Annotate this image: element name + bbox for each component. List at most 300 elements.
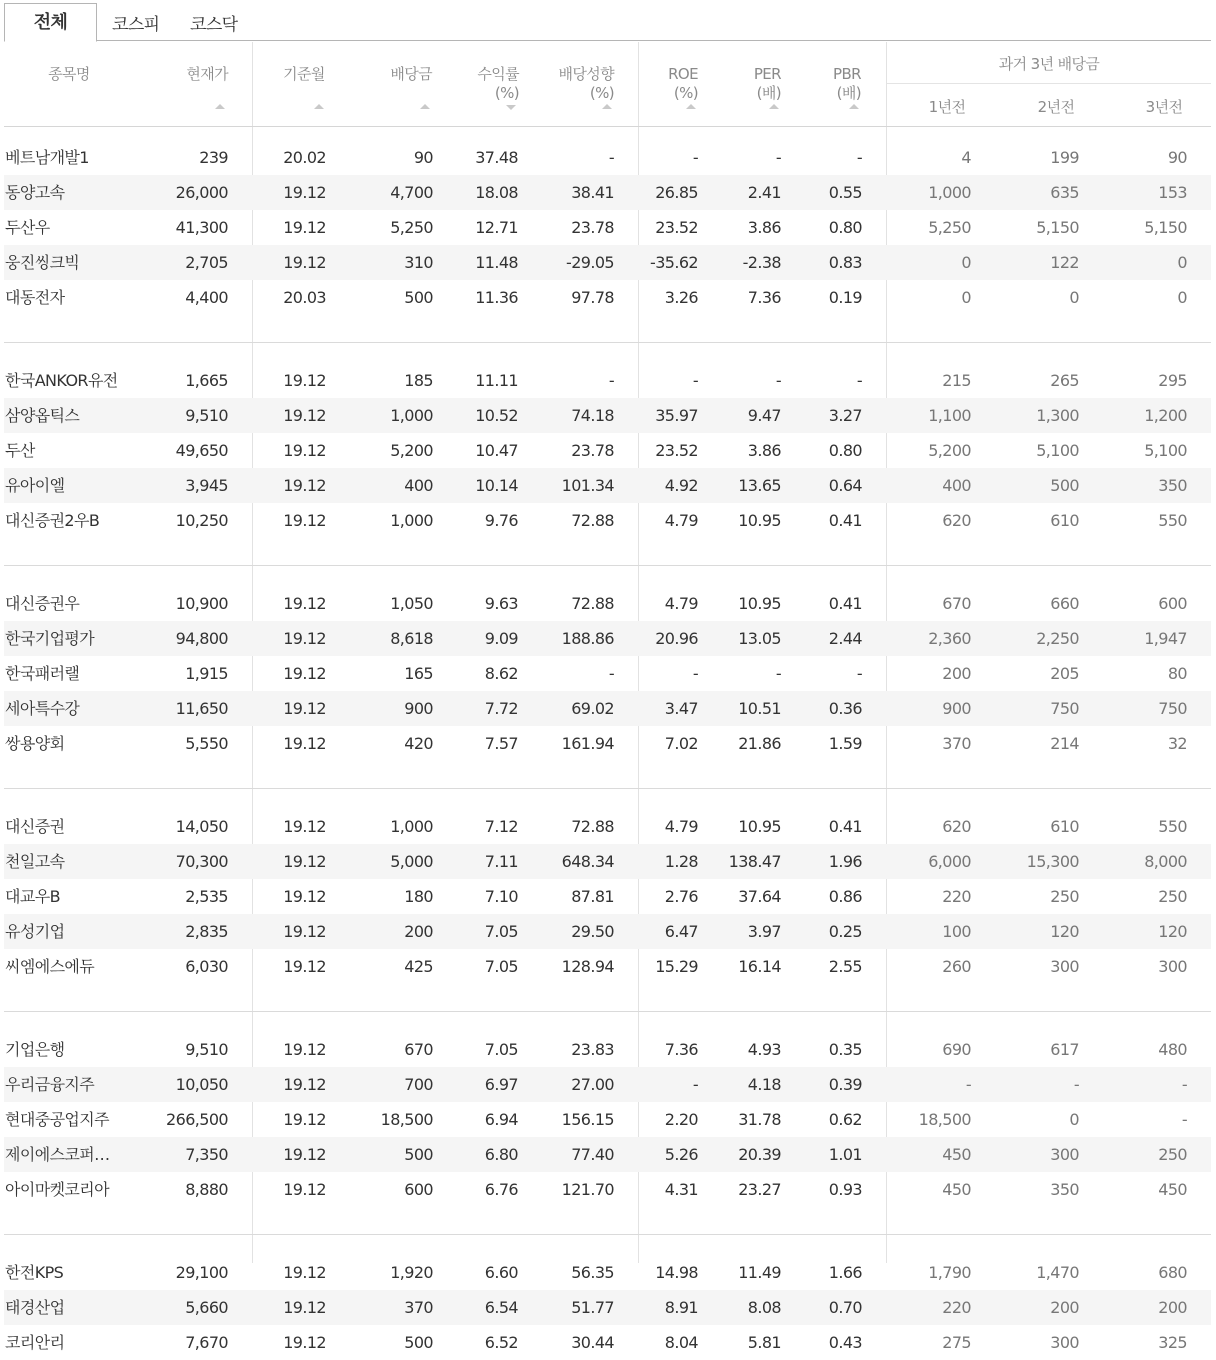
stock-name-link[interactable]: 세아특수강 — [5, 699, 80, 718]
cell-per: 10.51 — [738, 699, 781, 718]
table-row — [4, 363, 1211, 398]
cell-yield: 7.12 — [484, 817, 518, 836]
cell-price: 266,500 — [166, 1110, 228, 1129]
sort-dividend-icon[interactable] — [420, 104, 430, 109]
sort-payout-icon[interactable] — [602, 104, 612, 109]
cell-roe: 2.20 — [664, 1110, 698, 1129]
cell-dividend: 310 — [404, 253, 433, 272]
cell-dividend: 1,000 — [390, 511, 433, 530]
table-header — [4, 42, 1211, 127]
cell-yield: 7.05 — [484, 922, 518, 941]
cell-dividend: 600 — [404, 1180, 433, 1199]
table-row — [4, 1067, 1211, 1102]
cell-payout: 51.77 — [571, 1298, 614, 1317]
cell-pbr: 1.96 — [828, 852, 862, 871]
cell-dividend: 1,920 — [390, 1263, 433, 1282]
table-row — [4, 468, 1211, 503]
cell-div-3y: 1,947 — [1144, 629, 1187, 648]
cell-dividend: 700 — [404, 1075, 433, 1094]
cell-payout: -29.05 — [566, 253, 614, 272]
stock-name-link[interactable]: 한국기업평가 — [5, 629, 95, 648]
cell-roe: 26.85 — [655, 183, 698, 202]
cell-price: 6,030 — [185, 957, 228, 976]
cell-dividend: 185 — [404, 371, 433, 390]
cell-roe: - — [692, 1075, 698, 1094]
group-spacer — [4, 1012, 1211, 1032]
sort-per-icon[interactable] — [769, 104, 779, 109]
cell-per: 4.93 — [747, 1040, 781, 1059]
cell-per: 4.18 — [747, 1075, 781, 1094]
stock-name-link[interactable]: 두산우 — [5, 218, 50, 237]
cell-price: 10,900 — [175, 594, 228, 613]
cell-div-2y: 300 — [1050, 1145, 1079, 1164]
cell-base-month: 19.12 — [283, 922, 326, 941]
cell-div-2y: 300 — [1050, 957, 1079, 976]
cell-price: 4,400 — [185, 288, 228, 307]
table-row — [4, 1032, 1211, 1067]
stock-name-link[interactable]: 두산 — [5, 441, 35, 460]
col-header-roe-unit: (%) — [673, 84, 698, 102]
cell-div-2y: 199 — [1050, 148, 1079, 167]
cell-yield: 6.97 — [484, 1075, 518, 1094]
cell-price: 29,100 — [175, 1263, 228, 1282]
cell-per: 2.41 — [747, 183, 781, 202]
col-header-pbr: PBR — [833, 65, 861, 83]
stock-name-link[interactable]: 대신증권우 — [5, 594, 80, 613]
table-row — [4, 398, 1211, 433]
cell-yield: 10.52 — [475, 406, 518, 425]
cell-div-1y: 670 — [942, 594, 971, 613]
cell-roe: 5.26 — [664, 1145, 698, 1164]
stock-name-link[interactable]: 씨엠에스에듀 — [5, 957, 95, 976]
cell-dividend: 1,000 — [390, 817, 433, 836]
cell-per: 23.27 — [738, 1180, 781, 1199]
cell-per: 20.39 — [738, 1145, 781, 1164]
group-spacer — [4, 343, 1211, 363]
cell-roe: 6.47 — [664, 922, 698, 941]
cell-div-2y: 0 — [1069, 288, 1079, 307]
cell-roe: 14.98 — [655, 1263, 698, 1282]
cell-yield: 9.09 — [484, 629, 518, 648]
cell-pbr: - — [856, 371, 862, 390]
cell-div-1y: 5,250 — [928, 218, 971, 237]
stock-name-link[interactable]: 쌍용양회 — [5, 734, 65, 753]
cell-per: 3.86 — [747, 441, 781, 460]
cell-yield: 8.62 — [484, 664, 518, 683]
cell-roe: 4.31 — [664, 1180, 698, 1199]
cell-price: 94,800 — [175, 629, 228, 648]
cell-payout: - — [608, 371, 614, 390]
stock-name-link[interactable]: 한국패러랠 — [5, 664, 80, 683]
cell-price: 7,670 — [185, 1333, 228, 1352]
cell-yield: 37.48 — [475, 148, 518, 167]
cell-price: 14,050 — [175, 817, 228, 836]
stock-name-link[interactable]: 대신증권2우B — [5, 511, 100, 530]
cell-per: 3.97 — [747, 922, 781, 941]
cell-div-2y: 500 — [1050, 476, 1079, 495]
tab-kospi[interactable]: 코스피 — [112, 15, 160, 35]
cell-div-2y: 214 — [1050, 734, 1079, 753]
table-row — [4, 503, 1211, 538]
cell-div-1y: 370 — [942, 734, 971, 753]
table-row — [4, 1172, 1211, 1207]
cell-roe: 35.97 — [655, 406, 698, 425]
cell-div-1y: 5,200 — [928, 441, 971, 460]
table-row — [4, 210, 1211, 245]
cell-div-1y: 0 — [961, 288, 971, 307]
col-header-3y: 3년전 — [1145, 98, 1183, 116]
cell-pbr: 0.70 — [828, 1298, 862, 1317]
cell-payout: 97.78 — [571, 288, 614, 307]
cell-dividend: 5,250 — [390, 218, 433, 237]
group-spacer — [4, 1235, 1211, 1255]
cell-roe: 4.92 — [664, 476, 698, 495]
cell-payout: 23.78 — [571, 218, 614, 237]
cell-div-3y: 0 — [1177, 253, 1187, 272]
cell-price: 239 — [199, 148, 228, 167]
col-header-per-unit: (배) — [756, 84, 781, 102]
stock-name-link[interactable]: 기업은행 — [5, 1040, 65, 1059]
cell-roe: 3.47 — [664, 699, 698, 718]
table-row — [4, 586, 1211, 621]
market-tabs — [4, 3, 1211, 41]
table-row — [4, 691, 1211, 726]
tab-kosdaq[interactable]: 코스닥 — [190, 15, 238, 35]
cell-div-2y: 0 — [1069, 1110, 1079, 1129]
group-spacer — [4, 789, 1211, 809]
cell-payout: 77.40 — [571, 1145, 614, 1164]
cell-div-3y: - — [1181, 1075, 1187, 1094]
col-header-dividend: 배당금 — [390, 65, 432, 83]
cell-base-month: 19.12 — [283, 1298, 326, 1317]
tab-all[interactable]: 전체 — [4, 3, 97, 42]
cell-yield: 7.57 — [484, 734, 518, 753]
cell-div-1y: 1,100 — [928, 406, 971, 425]
cell-base-month: 19.12 — [283, 734, 326, 753]
cell-div-1y: 620 — [942, 817, 971, 836]
cell-per: -2.38 — [742, 253, 781, 272]
cell-roe: 7.36 — [664, 1040, 698, 1059]
group-divider — [4, 538, 1211, 566]
cell-roe: 23.52 — [655, 218, 698, 237]
cell-roe: 1.28 — [664, 852, 698, 871]
cell-div-1y: 0 — [961, 253, 971, 272]
cell-price: 3,945 — [185, 476, 228, 495]
cell-div-2y: 350 — [1050, 1180, 1079, 1199]
sort-yield-icon[interactable] — [506, 105, 516, 110]
cell-pbr: 0.80 — [828, 218, 862, 237]
cell-div-3y: 295 — [1158, 371, 1187, 390]
cell-dividend: 900 — [404, 699, 433, 718]
cell-base-month: 19.12 — [283, 957, 326, 976]
cell-base-month: 19.12 — [283, 406, 326, 425]
cell-yield: 7.72 — [484, 699, 518, 718]
cell-pbr: 0.80 — [828, 441, 862, 460]
stock-name-link[interactable]: 베트남개발1 — [5, 148, 89, 167]
cell-pbr: 2.55 — [828, 957, 862, 976]
sort-roe-icon[interactable] — [686, 104, 696, 109]
dividend-table-body — [4, 140, 1211, 1360]
cell-price: 2,705 — [185, 253, 228, 272]
cell-payout: 128.94 — [561, 957, 614, 976]
cell-per: 37.64 — [738, 887, 781, 906]
cell-roe: 7.02 — [664, 734, 698, 753]
cell-yield: 11.11 — [475, 371, 518, 390]
cell-yield: 9.63 — [484, 594, 518, 613]
cell-div-3y: 1,200 — [1144, 406, 1187, 425]
cell-div-2y: 200 — [1050, 1298, 1079, 1317]
cell-base-month: 19.12 — [283, 511, 326, 530]
cell-per: 16.14 — [738, 957, 781, 976]
stock-name-link[interactable]: 대동전자 — [5, 288, 65, 307]
stock-name-link[interactable]: 제이에스코퍼… — [5, 1145, 110, 1164]
cell-roe: 4.79 — [664, 594, 698, 613]
cell-div-1y: 620 — [942, 511, 971, 530]
cell-price: 10,050 — [175, 1075, 228, 1094]
cell-yield: 11.36 — [475, 288, 518, 307]
cell-roe: 2.76 — [664, 887, 698, 906]
cell-dividend: 400 — [404, 476, 433, 495]
table-row — [4, 726, 1211, 761]
stock-name-link[interactable]: 한전KPS — [5, 1263, 64, 1282]
stock-name-link[interactable]: 한국ANKOR유전 — [5, 371, 118, 390]
sort-base-month-icon[interactable] — [314, 104, 324, 109]
cell-roe: -35.62 — [650, 253, 698, 272]
sort-price-icon[interactable] — [215, 104, 225, 109]
cell-roe: - — [692, 148, 698, 167]
table-row — [4, 245, 1211, 280]
cell-price: 70,300 — [175, 852, 228, 871]
cell-div-2y: 750 — [1050, 699, 1079, 718]
cell-yield: 9.76 — [484, 511, 518, 530]
stock-name-link[interactable]: 유성기업 — [5, 922, 65, 941]
cell-base-month: 20.03 — [283, 288, 326, 307]
cell-price: 26,000 — [175, 183, 228, 202]
group-divider — [4, 761, 1211, 789]
cell-pbr: 0.36 — [828, 699, 862, 718]
stock-name-link[interactable]: 아이마켓코리아 — [5, 1180, 109, 1199]
cell-div-1y: 260 — [942, 957, 971, 976]
cell-yield: 6.76 — [484, 1180, 518, 1199]
cell-div-3y: 480 — [1158, 1040, 1187, 1059]
cell-div-1y: 275 — [942, 1333, 971, 1352]
cell-pbr: 0.35 — [828, 1040, 862, 1059]
cell-dividend: 165 — [404, 664, 433, 683]
cell-pbr: 1.59 — [828, 734, 862, 753]
cell-div-1y: 900 — [942, 699, 971, 718]
cell-base-month: 20.02 — [283, 148, 326, 167]
table-row — [4, 914, 1211, 949]
cell-yield: 6.60 — [484, 1263, 518, 1282]
cell-base-month: 19.12 — [283, 852, 326, 871]
cell-roe: 23.52 — [655, 441, 698, 460]
cell-base-month: 19.12 — [283, 1075, 326, 1094]
cell-pbr: 3.27 — [828, 406, 862, 425]
cell-pbr: 0.64 — [828, 476, 862, 495]
cell-payout: 161.94 — [561, 734, 614, 753]
stock-name-link[interactable]: 우리금융지주 — [5, 1075, 95, 1094]
cell-payout: 30.44 — [571, 1333, 614, 1352]
cell-yield: 10.47 — [475, 441, 518, 460]
table-row — [4, 809, 1211, 844]
cell-payout: 72.88 — [571, 511, 614, 530]
cell-price: 8,880 — [185, 1180, 228, 1199]
cell-pbr: - — [856, 148, 862, 167]
cell-div-1y: 220 — [942, 887, 971, 906]
cell-div-2y: 610 — [1050, 817, 1079, 836]
cell-per: 9.47 — [747, 406, 781, 425]
group-divider — [4, 315, 1211, 343]
cell-payout: 23.83 — [571, 1040, 614, 1059]
cell-payout: 69.02 — [571, 699, 614, 718]
cell-div-2y: - — [1073, 1075, 1079, 1094]
stock-name-link[interactable]: 유아이엘 — [5, 476, 65, 495]
cell-base-month: 19.12 — [283, 629, 326, 648]
cell-div-3y: 8,000 — [1144, 852, 1187, 871]
cell-pbr: 0.93 — [828, 1180, 862, 1199]
cell-div-2y: 250 — [1050, 887, 1079, 906]
cell-per: 13.65 — [738, 476, 781, 495]
cell-pbr: 0.41 — [828, 511, 862, 530]
stock-name-link[interactable]: 웅진씽크빅 — [5, 253, 80, 272]
stock-name-link[interactable]: 대신증권 — [5, 817, 65, 836]
cell-div-1y: 18,500 — [918, 1110, 971, 1129]
cell-div-1y: 215 — [942, 371, 971, 390]
cell-per: 7.36 — [747, 288, 781, 307]
cell-div-3y: 450 — [1158, 1180, 1187, 1199]
group-spacer — [4, 566, 1211, 586]
cell-pbr: 0.43 — [828, 1333, 862, 1352]
cell-pbr: 0.19 — [828, 288, 862, 307]
cell-div-1y: 2,360 — [928, 629, 971, 648]
cell-payout: 23.78 — [571, 441, 614, 460]
cell-div-2y: 205 — [1050, 664, 1079, 683]
cell-base-month: 19.12 — [283, 887, 326, 906]
cell-payout: 156.15 — [561, 1110, 614, 1129]
cell-payout: 74.18 — [571, 406, 614, 425]
col-header-2y: 2년전 — [1037, 98, 1075, 116]
table-row — [4, 433, 1211, 468]
sort-pbr-icon[interactable] — [849, 104, 859, 109]
cell-yield: 11.48 — [475, 253, 518, 272]
cell-pbr: 2.44 — [828, 629, 862, 648]
cell-payout: - — [608, 664, 614, 683]
cell-price: 7,350 — [185, 1145, 228, 1164]
cell-pbr: 0.41 — [828, 817, 862, 836]
cell-dividend: 370 — [404, 1298, 433, 1317]
cell-per: 10.95 — [738, 511, 781, 530]
col-header-roe: ROE — [668, 65, 698, 83]
table-row — [4, 175, 1211, 210]
table-row — [4, 1290, 1211, 1325]
stock-name-link[interactable]: 동양고속 — [5, 183, 65, 202]
cell-pbr: 0.62 — [828, 1110, 862, 1129]
cell-div-2y: 15,300 — [1026, 852, 1079, 871]
table-row — [4, 1255, 1211, 1290]
cell-payout: 648.34 — [561, 852, 614, 871]
cell-base-month: 19.12 — [283, 441, 326, 460]
cell-dividend: 5,200 — [390, 441, 433, 460]
stock-name-link[interactable]: 코리안리 — [5, 1333, 65, 1352]
cell-per: 21.86 — [738, 734, 781, 753]
cell-div-2y: 120 — [1050, 922, 1079, 941]
col-header-payout: 배당성향 — [558, 65, 614, 83]
cell-pbr: 1.66 — [828, 1263, 862, 1282]
cell-pbr: 0.39 — [828, 1075, 862, 1094]
stock-name-link[interactable]: 현대중공업지주 — [5, 1110, 109, 1129]
cell-roe: - — [692, 664, 698, 683]
cell-roe: 4.79 — [664, 817, 698, 836]
cell-base-month: 19.12 — [283, 1040, 326, 1059]
cell-div-3y: 300 — [1158, 957, 1187, 976]
cell-yield: 6.94 — [484, 1110, 518, 1129]
cell-price: 9,510 — [185, 406, 228, 425]
cell-dividend: 1,050 — [390, 594, 433, 613]
cell-per: 8.08 — [747, 1298, 781, 1317]
cell-div-1y: 690 — [942, 1040, 971, 1059]
cell-price: 2,835 — [185, 922, 228, 941]
cell-div-3y: 350 — [1158, 476, 1187, 495]
cell-price: 2,535 — [185, 887, 228, 906]
table-row — [4, 844, 1211, 879]
cell-payout: 56.35 — [571, 1263, 614, 1282]
stock-name-link[interactable]: 태경산업 — [5, 1298, 65, 1317]
cell-dividend: 670 — [404, 1040, 433, 1059]
stock-name-link[interactable]: 대교우B — [5, 887, 60, 906]
cell-yield: 6.80 — [484, 1145, 518, 1164]
cell-div-3y: 5,150 — [1144, 218, 1187, 237]
cell-div-2y: 610 — [1050, 511, 1079, 530]
cell-price: 1,915 — [185, 664, 228, 683]
cell-div-2y: 660 — [1050, 594, 1079, 613]
cell-payout: 101.34 — [561, 476, 614, 495]
cell-dividend: 1,000 — [390, 406, 433, 425]
cell-base-month: 19.12 — [283, 218, 326, 237]
cell-yield: 7.11 — [484, 852, 518, 871]
cell-yield: 10.14 — [475, 476, 518, 495]
cell-div-3y: 750 — [1158, 699, 1187, 718]
cell-yield: 18.08 — [475, 183, 518, 202]
stock-name-link[interactable]: 삼양옵틱스 — [5, 406, 80, 425]
group-divider — [4, 984, 1211, 1012]
cell-pbr: 0.83 — [828, 253, 862, 272]
cell-dividend: 500 — [404, 1145, 433, 1164]
cell-roe: - — [692, 371, 698, 390]
stock-name-link[interactable]: 천일고속 — [5, 852, 65, 871]
cell-div-3y: - — [1181, 1110, 1187, 1129]
cell-per: - — [775, 371, 781, 390]
cell-base-month: 19.12 — [283, 253, 326, 272]
cell-div-1y: 220 — [942, 1298, 971, 1317]
table-row — [4, 1137, 1211, 1172]
cell-pbr: 0.55 — [828, 183, 862, 202]
cell-dividend: 8,618 — [390, 629, 433, 648]
cell-div-1y: - — [965, 1075, 971, 1094]
cell-div-1y: 450 — [942, 1180, 971, 1199]
table-row — [4, 949, 1211, 984]
cell-yield: 7.05 — [484, 1040, 518, 1059]
cell-payout: 188.86 — [561, 629, 614, 648]
cell-payout: 29.50 — [571, 922, 614, 941]
cell-div-3y: 120 — [1158, 922, 1187, 941]
cell-pbr: 1.01 — [828, 1145, 862, 1164]
cell-dividend: 5,000 — [390, 852, 433, 871]
cell-per: - — [775, 664, 781, 683]
cell-yield: 6.52 — [484, 1333, 518, 1352]
cell-div-3y: 600 — [1158, 594, 1187, 613]
cell-div-3y: 32 — [1167, 734, 1187, 753]
cell-div-2y: 2,250 — [1036, 629, 1079, 648]
